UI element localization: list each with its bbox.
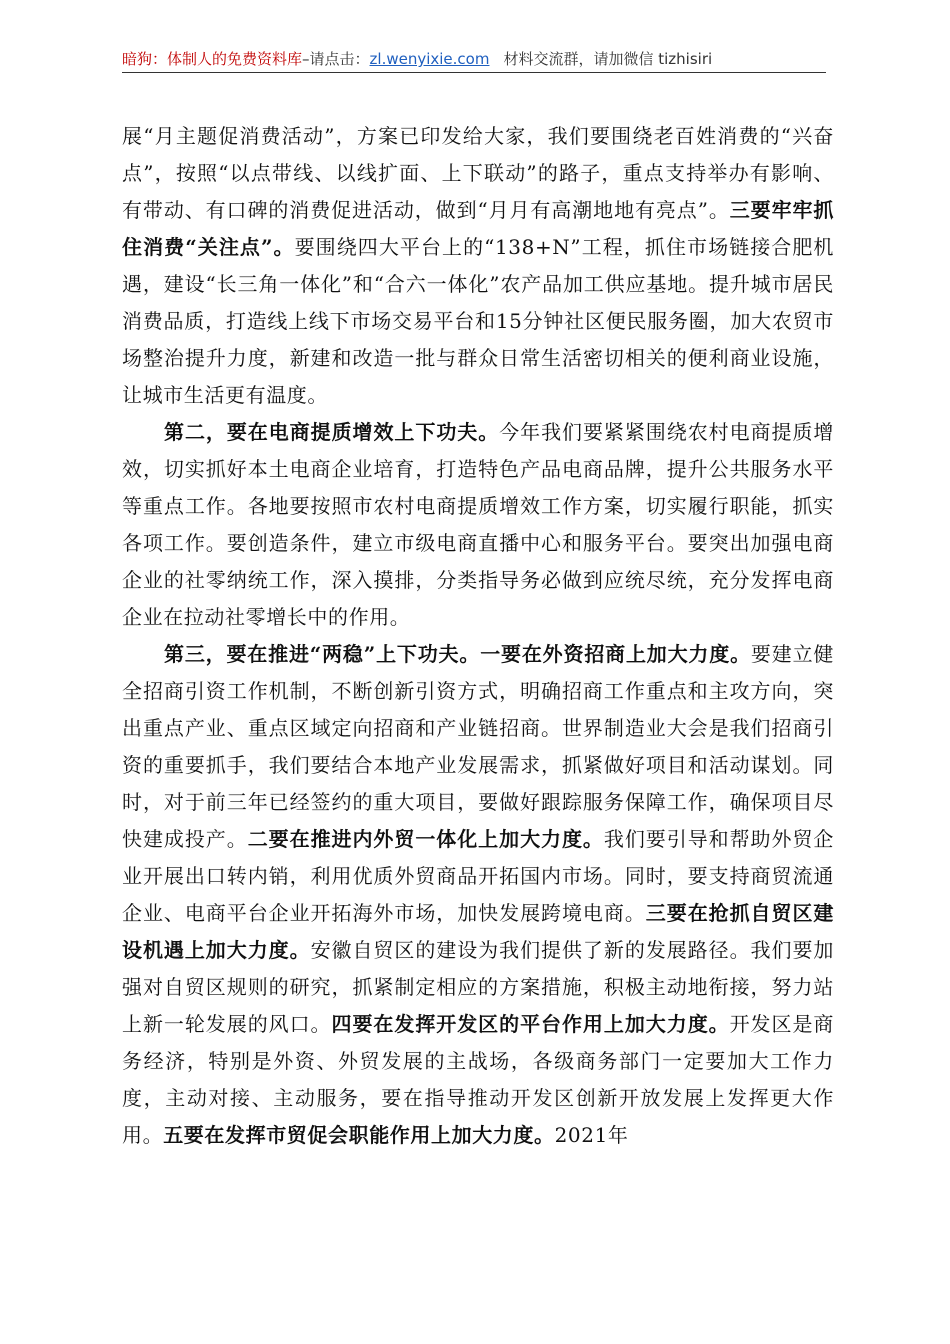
header-url-link[interactable]: zl.wenyixie.com — [369, 50, 490, 68]
paragraph-text: 要建立健全招商引资工作机制，不断创新引资方式，明确招商工作重点和主攻方向，突出重点产业、重点区域定向招商和产业链招商。世界制造业大会是我们招商引资的重要抓手，我们要结合本地产业发展需求，抓紧做好项目和活动谋划。同时，对于前三年已经签约的重大项目，要做好跟踪服务保障工作，确保项目尽快建成投产。 — [122, 642, 834, 851]
paragraph-text: 展“月主题促消费活动”，方案已印发给大家，我们要围绕老百姓消费的“兴奋点”，按照“以点带线、以线扩面、上下联动”的路子，重点支持举办有影响、有带动、有口碑的消费促进活动，做到“月月有高潮地地有亮点”。 — [122, 124, 834, 222]
paragraph-two-stabilities — [122, 636, 834, 1154]
header-divider — [122, 72, 826, 73]
paragraph-ecommerce — [122, 414, 834, 636]
paragraph-bold-heading: 三要在抢抓自贸区建设机遇上加大力度。 — [122, 901, 835, 962]
header-click-prompt: –请点击： — [302, 50, 370, 68]
paragraph-text: 开发区是商务经济，特别是外资、外贸发展的主战场，各级商务部门一定要加大工作力度，主动对接、主动服务，要在指导推动开发区创新开放发展上发挥更大作用。 — [122, 1012, 834, 1147]
page-header — [122, 46, 826, 72]
paragraph-bold-heading: 第三，要在推进“两稳”上下功夫。一要在外资招商上加大力度。 — [164, 642, 751, 666]
paragraph-text: 2021年 — [554, 1123, 629, 1147]
paragraph-text: 要围绕四大平台上的“138+N”工程，抓住市场链接合肥机遇，建设“长三角一体化”和“合六一体化”农产品加工供应基地。提升城市居民消费品质，打造线上线下市场交易平台和15分钟社区便民服务圈，加大农贸市场整治提升力度，新建和改造一批与群众日常生活密切相关的便利商业设施，让城市生活更有温度。 — [122, 235, 834, 407]
header-brand: 暗狗：体制人的免费资料库 — [122, 50, 303, 68]
paragraph-bold-heading: 二要在推进内外贸一体化上加大力度。 — [247, 827, 604, 851]
paragraph-bold-heading: 四要在发挥开发区的平台作用上加大力度。 — [331, 1012, 730, 1036]
paragraph-bold-heading: 三要牢牢抓住消费“关注点”。 — [122, 198, 835, 259]
header-group-note: 材料交流群，请加微信 tizhisiri — [503, 50, 713, 68]
paragraph-text: 安徽自贸区的建设为我们提供了新的发展路径。我们要加强对自贸区规则的研究，抓紧制定相应的方案措施，积极主动地衔接，努力站上新一轮发展的风口。 — [122, 938, 834, 1036]
paragraph-text: 我们要引导和帮助外贸企业开展出口转内销，利用优质外贸商品开拓国内市场。同时，要支持商贸流通企业、电商平台企业开拓海外市场，加快发展跨境电商。 — [122, 827, 834, 925]
paragraph-bold-heading: 第二，要在电商提质增效上下功夫。 — [164, 420, 500, 444]
document-body — [122, 118, 834, 1154]
paragraph-bold-heading: 五要在发挥市贸促会职能作用上加大力度。 — [163, 1123, 555, 1147]
paragraph-consumption — [122, 118, 834, 414]
paragraph-text: 今年我们要紧紧围绕农村电商提质增效，切实抓好本土电商企业培育，打造特色产品电商品牌，提升公共服务水平等重点工作。各地要按照市农村电商提质增效工作方案，切实履行职能，抓实各项工作。要创造条件，建立市级电商直播中心和服务平台。要突出加强电商企业的社零纳统工作，深入摸排，分类指导务必做到应统尽统，充分发挥电商企业在拉动社零增长中的作用。 — [122, 420, 834, 629]
